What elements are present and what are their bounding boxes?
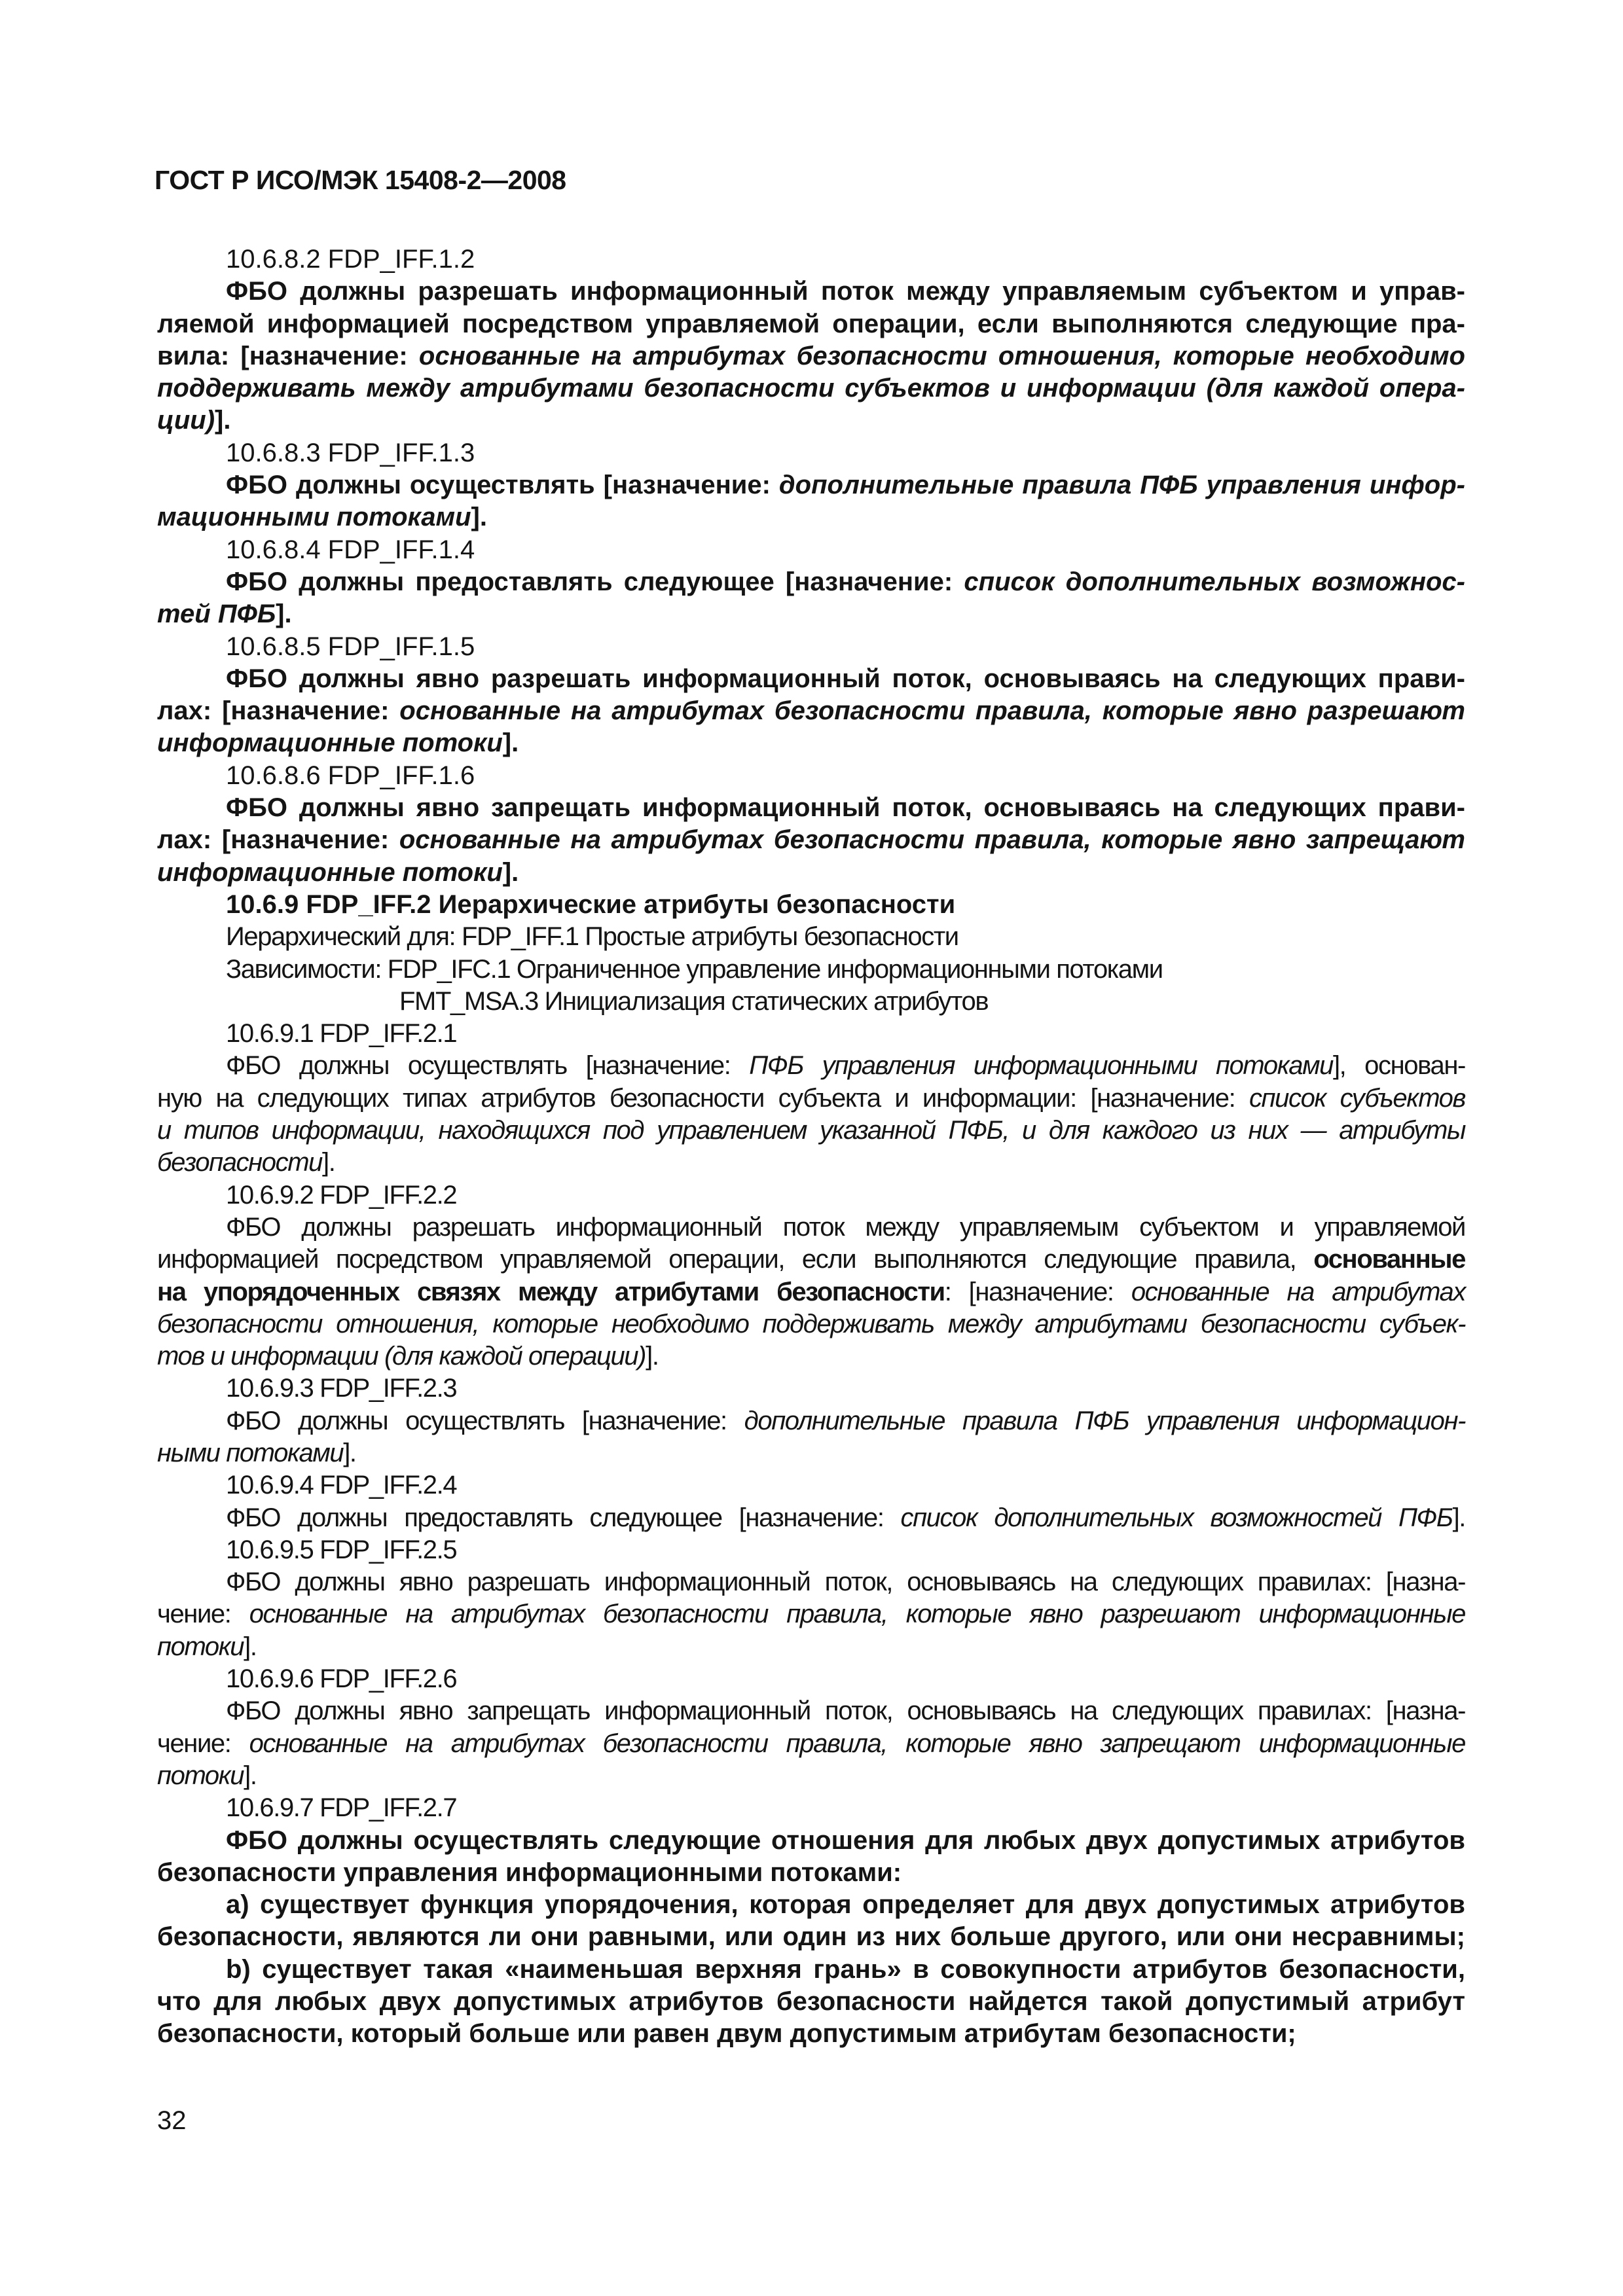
clause-id: 10.6.9.3 FDP_IFF.2.3 xyxy=(226,1374,457,1403)
bold-text: на упорядоченных связях между атрибутами безопасности xyxy=(157,1277,945,1306)
assignment-text: мационными потоками xyxy=(157,503,471,532)
clause-text-line xyxy=(157,824,1465,856)
clause-text-line: ФБО должны разрешать информационный поток между управляемым субъектом и управляемой xyxy=(226,1212,1465,1242)
clause-id: 10.6.8.5 FDP_IFF.1.5 xyxy=(226,632,475,661)
clause-text-line xyxy=(157,727,1465,759)
clause-10-6-8-3 xyxy=(157,437,1465,534)
clause-text-line xyxy=(157,695,1465,727)
clause-text-line xyxy=(157,1340,1465,1372)
clause-id: 10.6.9.5 FDP_IFF.2.5 xyxy=(226,1535,457,1564)
assignment-text: список дополнительных возможностей ПФБ xyxy=(900,1503,1453,1532)
clause-text-line xyxy=(157,1631,1465,1663)
assignment-text: дополнительные правила ПФБ управления информацион- xyxy=(744,1406,1465,1435)
clause-10-6-9-2 xyxy=(157,1179,1465,1373)
assignment-text: основанные на атрибутах безопасности правила, которые явно запрещают xyxy=(399,825,1465,855)
text-run: ]. xyxy=(502,728,519,758)
text-run: лах: [назначение: xyxy=(157,696,400,726)
clause-10-6-9-7 xyxy=(157,1792,1465,2050)
section-heading: 10.6.9 FDP_IFF.2 Иерархические атрибуты безопасности xyxy=(226,889,956,919)
clause-id: 10.6.9.6 FDP_IFF.2.6 xyxy=(226,1664,457,1694)
clause-text-line xyxy=(157,598,1465,630)
clause-text-line xyxy=(157,1083,1465,1115)
clause-text-line xyxy=(157,501,1465,533)
standard-header: ГОСТ Р ИСО/МЭК 15408-2—2008 xyxy=(155,165,566,195)
clause-id: 10.6.8.4 FDP_IFF.1.4 xyxy=(226,535,475,564)
clause-text-line xyxy=(157,857,1465,889)
assignment-text: информационные потоки xyxy=(157,857,503,887)
clause-text-line: ФБО должны явно разрешать информационный поток, основываясь на следующих правилах: [назна- xyxy=(226,1568,1465,1597)
text-run: ]. xyxy=(244,1632,257,1661)
document-body xyxy=(157,243,1465,2051)
text-run: ]. xyxy=(343,1438,356,1467)
clause-10-6-9-4 xyxy=(157,1469,1465,1534)
assignment-text: основанные на атрибутах xyxy=(1131,1277,1465,1306)
clause-text-line xyxy=(157,1437,1465,1469)
clause-text-line xyxy=(157,1147,1465,1179)
text-run: : [назначение: xyxy=(944,1277,1131,1306)
clause-10-6-9-6 xyxy=(157,1663,1465,1792)
text-run: вила: [назначение: xyxy=(157,341,419,370)
clause-text-line xyxy=(157,1405,1465,1437)
clause-10-6-8-4 xyxy=(157,534,1465,631)
clause-id: 10.6.9.2 FDP_IFF.2.2 xyxy=(226,1180,457,1210)
clause-id: 10.6.8.2 FDP_IFF.1.2 xyxy=(226,245,475,274)
assignment-text: основанные на атрибутах безопасности отношения, которые необходимо xyxy=(418,341,1465,370)
clause-10-6-8-2 xyxy=(157,243,1465,437)
clause-text-line xyxy=(157,1598,1465,1630)
clause-text-line xyxy=(157,566,1465,598)
text-run: ную на следующих типах атрибутов безопасности субъекта и информации: [назначение: xyxy=(157,1083,1249,1113)
list-item-a: безопасности, являются ли они равными, или один из них больше другого, или они несравнимы; xyxy=(157,1922,1465,1952)
list-item-b: что для любых двух допустимых атрибутов безопасности найдется такой допустимый атрибут xyxy=(157,1987,1465,2017)
text-run: ]. xyxy=(646,1342,659,1371)
text-run: ]. xyxy=(244,1761,257,1790)
hierarchical-line: Иерархический для: FDP_IFF.1 Простые атрибуты безопасности xyxy=(226,922,958,952)
text-run: ФБО должны предоставлять следующее [назначение: xyxy=(226,1503,901,1532)
clause-10-6-9-5 xyxy=(157,1534,1465,1663)
clause-text-line xyxy=(157,1244,1465,1276)
clause-text-line: ФБО должны явно разрешать информационный поток, основываясь на следующих прави- xyxy=(226,664,1465,693)
text-run: информацией посредством управляемой операции, если выполняются следующие правила, xyxy=(157,1245,1314,1274)
list-item-b: безопасности, который больше или равен двум допустимым атрибутам безопасности; xyxy=(157,2019,1296,2049)
text-run: ]. xyxy=(502,857,519,887)
page-number: 32 xyxy=(157,2106,187,2135)
text-run: ФБО должны предоставлять следующее [назначение: xyxy=(226,567,964,596)
clause-10-6-8-5 xyxy=(157,631,1465,760)
assignment-text: дополнительные правила ПФБ управления инфор- xyxy=(778,471,1465,500)
clause-text-line: ФБО должны разрешать информационный поток между управляемым субъектом и управ- xyxy=(226,277,1465,306)
text-run: ]. xyxy=(1452,1503,1465,1532)
clause-text-line xyxy=(157,340,1465,372)
assignment-text: безопасности xyxy=(157,1148,322,1177)
assignment-text: ными потоками xyxy=(157,1438,344,1467)
text-run: ФБО должны осуществлять [назначение: xyxy=(226,471,779,500)
clause-id: 10.6.9.4 FDP_IFF.2.4 xyxy=(226,1471,457,1500)
clause-text-line xyxy=(157,404,1465,437)
list-item-a: а) существует функция упорядочения, которая определяет для двух допустимых атрибутов xyxy=(226,1890,1465,1920)
text-run: чение: xyxy=(157,1729,249,1758)
clause-text-line xyxy=(157,1728,1465,1760)
clause-id: 10.6.8.3 FDP_IFF.1.3 xyxy=(226,438,475,467)
text-run: ]. xyxy=(321,1148,335,1177)
clause-10-6-9-1 xyxy=(157,1018,1465,1179)
text-run: ]. xyxy=(215,406,231,435)
text-run: ФБО должны осуществлять [назначение: xyxy=(226,1406,744,1435)
clause-id: 10.6.8.6 FDP_IFF.1.6 xyxy=(226,761,475,790)
clause-id: 10.6.9.1 FDP_IFF.2.1 xyxy=(226,1019,457,1049)
dependencies-line: Зависимости: FDP_IFC.1 Ограниченное управление информационными потоками xyxy=(226,954,1163,984)
assignment-text: ПФБ управления информационными потоками xyxy=(749,1051,1333,1081)
list-item-b: b) существует такая «наименьшая верхняя грань» в совокупности атрибутов безопасности, xyxy=(226,1954,1465,1984)
assignment-text: основанные на атрибутах безопасности правила, которые явно разрешают информационные xyxy=(249,1600,1465,1629)
text-run: ]. xyxy=(471,503,487,532)
assignment-text: список субъектов xyxy=(1249,1083,1465,1113)
clause-text-line xyxy=(157,1276,1465,1308)
assignment-text: список дополнительных возможнос- xyxy=(964,567,1465,596)
clause-text-line xyxy=(157,1760,1465,1792)
text-run: ]. xyxy=(276,600,292,629)
bold-text: основанные xyxy=(1313,1245,1465,1274)
clause-text-line xyxy=(157,1502,1465,1534)
assignment-text: и типов информации, находящихся под управлением указанной ПФБ, и для каждого из них — атрибуты xyxy=(157,1116,1465,1145)
text-run: ФБО должны осуществлять [назначение: xyxy=(226,1051,750,1081)
clause-10-6-9-3 xyxy=(157,1372,1465,1469)
assignment-text: информационные потоки xyxy=(157,728,503,758)
assignment-text: потоки xyxy=(157,1632,244,1661)
clause-text-line: безопасности управления информационными потоками: xyxy=(157,1857,902,1887)
text-run: лах: [назначение: xyxy=(157,825,399,855)
clause-text-line: ФБО должны осуществлять следующие отношения для любых двух допустимых атрибутов xyxy=(226,1825,1465,1855)
assignment-text: безопасности отношения, которые необходимо поддерживать между атрибутами безопасности субъек- xyxy=(157,1309,1465,1338)
assignment-text: тов и информации (для каждой операции) xyxy=(157,1342,646,1371)
text-run: чение: xyxy=(157,1600,249,1629)
clause-text-line: ФБО должны явно запрещать информационный поток, основываясь на следующих прави- xyxy=(226,793,1465,823)
text-run: ], основан- xyxy=(1332,1051,1465,1081)
dependencies-line: FMT_MSA.3 Инициализация статических атрибутов xyxy=(399,986,989,1016)
clause-text-line: ляемой информацией посредством управляемой операции, если выполняются следующие пра- xyxy=(157,309,1465,338)
assignment-text: поддерживать между атрибутами безопасности субъектов и информации (для каждой опера- xyxy=(157,374,1465,403)
clause-text-line xyxy=(157,469,1465,501)
assignment-text: ции) xyxy=(157,406,215,435)
clause-text-line: ФБО должны явно запрещать информационный поток, основываясь на следующих правилах: [назна- xyxy=(226,1696,1465,1726)
section-10-6-9 xyxy=(157,889,1465,1018)
clause-text-line xyxy=(157,1050,1465,1082)
assignment-text: тей ПФБ xyxy=(157,600,276,629)
assignment-text: основанные на атрибутах безопасности правила, которые явно разрешают xyxy=(399,696,1465,726)
assignment-text: потоки xyxy=(157,1761,244,1790)
clause-id: 10.6.9.7 FDP_IFF.2.7 xyxy=(226,1793,457,1823)
clause-10-6-8-6 xyxy=(157,760,1465,889)
assignment-text: основанные на атрибутах безопасности правила, которые явно запрещают информационные xyxy=(249,1729,1465,1758)
